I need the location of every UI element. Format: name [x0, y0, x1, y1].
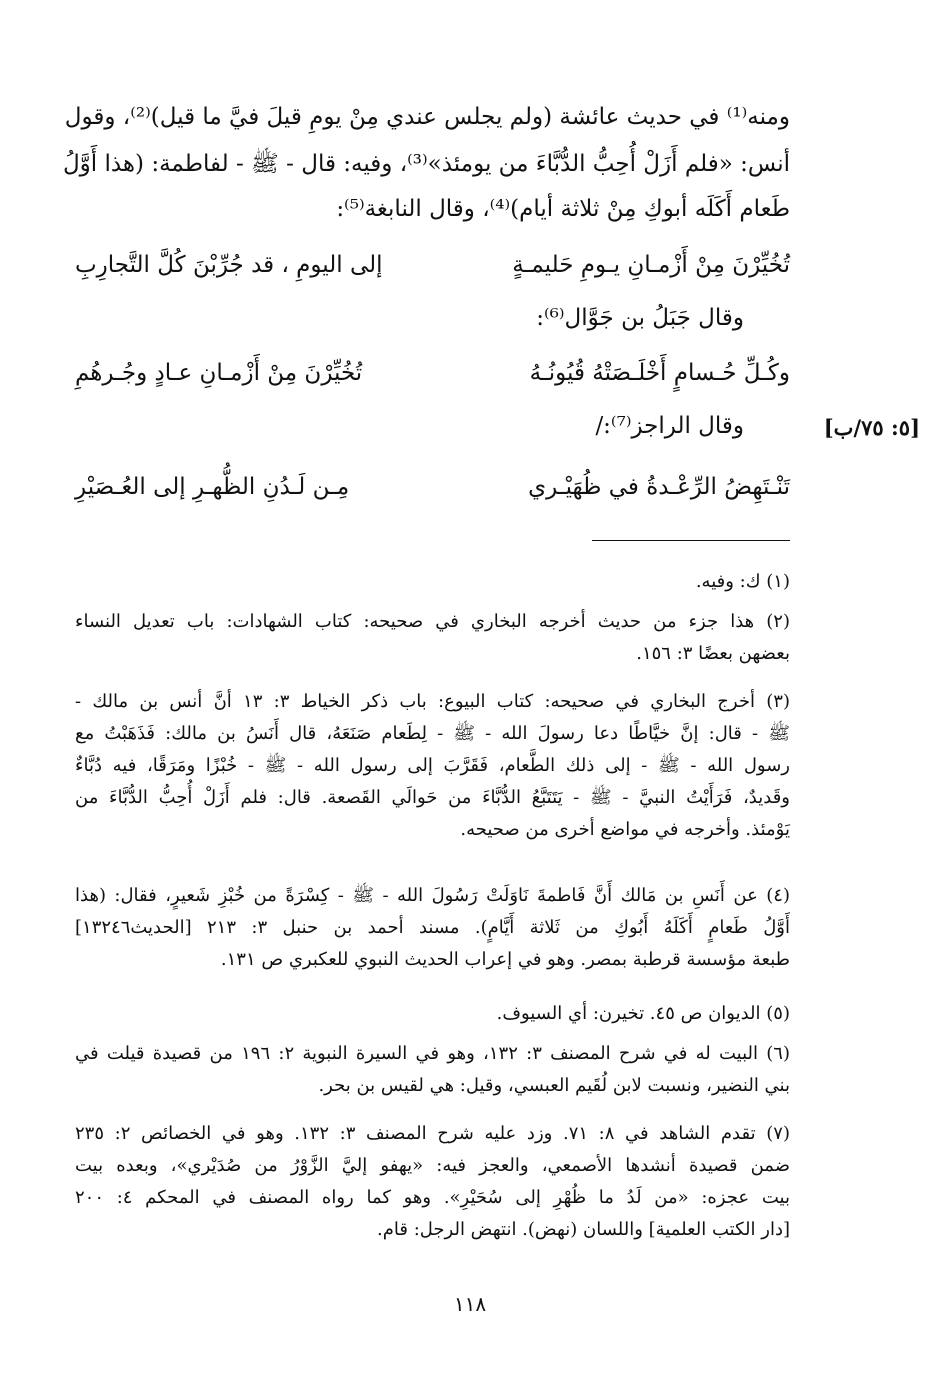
- main-text-line-2: أنس: «فلم أَزَلْ أُحِبُّ الدُّبَّاءَ من يومئذ»⁽³⁾، وفيه: قال - ﷺ - لفاطمة: (هذا أَوَّلُ: [62, 151, 790, 177]
- verse-second-hemistich: إلى اليومِ ، قد جُرِّبْنَ كُلَّ التَّجارِبِ: [75, 252, 383, 278]
- footnote-line: ضمن قصيدة أنشدها الأصمعي، والعجز فيه: «يهفو إليَّ الزَّوْرُ من صُدَيْري»، وبعده بيت: [75, 1155, 790, 1176]
- footnote-3: [75, 686, 790, 846]
- page-number: ١١٨: [453, 1292, 487, 1316]
- main-text-line-1: ومنه⁽¹⁾ في حديث عائشة (ولم يجلس عندي مِنْ يومِ قيلَ فيَّ ما قيل)⁽²⁾، وقول: [64, 104, 790, 130]
- footnote-line: بعضهن بعضًا ٣: ١٥٦.: [636, 643, 790, 664]
- footnote-line: (٤) عن أَنَسِ بن مَالك أَنَّ فَاطمةَ نَاوَلَتْ رَسُولَ الله - ﷺ - كِسْرَةً من خُبْزِ شَعيرٍ، فقال: (هذا: [75, 885, 790, 906]
- footnote-line: طبعة مؤسسة قرطبة بمصر. وهو في إعراب الحديث النبوي للعكبري ص ١٣١.: [220, 949, 790, 970]
- verse-second-hemistich: مِـن لَـدُنِ الظُّهـرِ إلى العُـصَيْرِ: [75, 474, 350, 500]
- footnote-line: (٥) الديوان ص ٤٥. تخيرن: أي السيوف.: [496, 1003, 790, 1024]
- footnote-1: [75, 566, 790, 598]
- footnote-separator: [592, 540, 790, 541]
- verse-nabigha: [75, 252, 790, 292]
- main-text-line-3: طَعام أَكَلَه أبوكِ مِنْ ثلاثة أيام)⁽⁴⁾، وقال النابغة⁽⁵⁾:: [336, 196, 790, 222]
- footnote-7: [75, 1118, 790, 1246]
- footnote-6: [75, 1038, 790, 1102]
- verse-first-hemistich: تَنْـتَهِضُ الرِّعْـدةُ في ظُهَيْـري: [528, 474, 790, 500]
- footnote-line: (٧) تقدم الشاهد في ٨: ٧١. وزد عليه شرح المصنف ٣: ١٣٢. وهو في الخصائص ٢: ٢٣٥: [75, 1123, 790, 1144]
- footnote-line: [دار الكتب العلمية] واللسان (نهض). انتهض الرجل: قام.: [377, 1219, 790, 1240]
- verse-rajiz: [75, 474, 790, 514]
- verse-intro-rajiz: وقال الراجز⁽⁷⁾:/: [595, 413, 744, 439]
- verse-first-hemistich: وكُـلِّ حُـسامٍ أَخْلَـصَتْهُ قُيُونُـهُ: [529, 360, 790, 386]
- footnote-line: (٦) البيت له في شرح المصنف ٣: ١٣٢، وهو في السيرة النبوية ٢: ١٩٦ من قصيدة قيلت في: [75, 1043, 790, 1064]
- footnote-line: أَوَّلُ طَعامٍ أَكَلَهُ أَبُوكِ من ثَلاثة أَيَّامٍ). مسند أحمد بن حنبل ٣: ٢١٣ [الحديث١٣٢٤٦]: [75, 917, 790, 938]
- footnote-5: [75, 998, 790, 1030]
- footnote-line: ﷺ - قال: إنَّ خيَّاطًا دعا رسولَ الله - ﷺ - لِطَعام صَنَعَهُ، قال أَنَسُ بن مالك: فَذَهَبْتُ مع: [75, 723, 790, 744]
- footnote-line: يَوْمئذ. وأخرجه في مواضع أخرى من صحيحه.: [460, 819, 790, 840]
- footnote-line: وقَديدٌ، فَرَأَيْتُ النبيَّ - ﷺ - يَتَتَبَّعُ الدُّبَّاءَ من حَوالَي القَصعة. قال: فلم أَزَلْ أُحِبُّ الدُّبَّاءَ من: [75, 787, 790, 808]
- footnote-4: [75, 880, 790, 976]
- manuscript-folio-reference: [٥: ٧٥/ب]: [823, 415, 920, 440]
- verse-intro-jabal: وقال جَبَلُ بن جَوَّال⁽⁶⁾:: [536, 305, 744, 331]
- footnote-line: (٣) أخرج البخاري في صحيحه: كتاب البيوع: باب ذكر الخياط ٣: ١٣ أنَّ أنس بن مالك -: [75, 691, 790, 712]
- verse-jabal: [75, 360, 790, 400]
- verse-first-hemistich: تُخُيِّرْنَ مِنْ أَزْمـانِ يـومِ حَليمـةٍ: [512, 252, 790, 278]
- footnote-line: (١) ك: وفيه.: [695, 571, 790, 592]
- footnote-2: [75, 606, 790, 670]
- footnote-line: رسول الله - ﷺ - إلى ذلك الطَّعام، فَقَرَّبَ إلى رسول الله - ﷺ - خُبْزًا ومَرَقًا، فيه دُبَّاءٌ: [75, 755, 790, 776]
- footnote-line: بني النضير، ونسبت لابن لُقَيم العبسي، وقيل: هي لقيس بن بحر.: [318, 1075, 790, 1096]
- verse-second-hemistich: تُخُيِّرْنَ مِنْ أَزْمـانِ عـادٍ وجُـرهُمِ: [75, 360, 363, 386]
- footnote-line: (٢) هذا جزء من حديث أخرجه البخاري في صحيحه: كتاب الشهادات: باب تعديل النساء: [75, 611, 790, 632]
- footnote-line: بيت عجزه: «من لَدُ ما ظُهْرِ إلى سُحَيْرِ». وهو كما رواه المصنف في المحكم ٤: ٢٠٠: [75, 1187, 790, 1208]
